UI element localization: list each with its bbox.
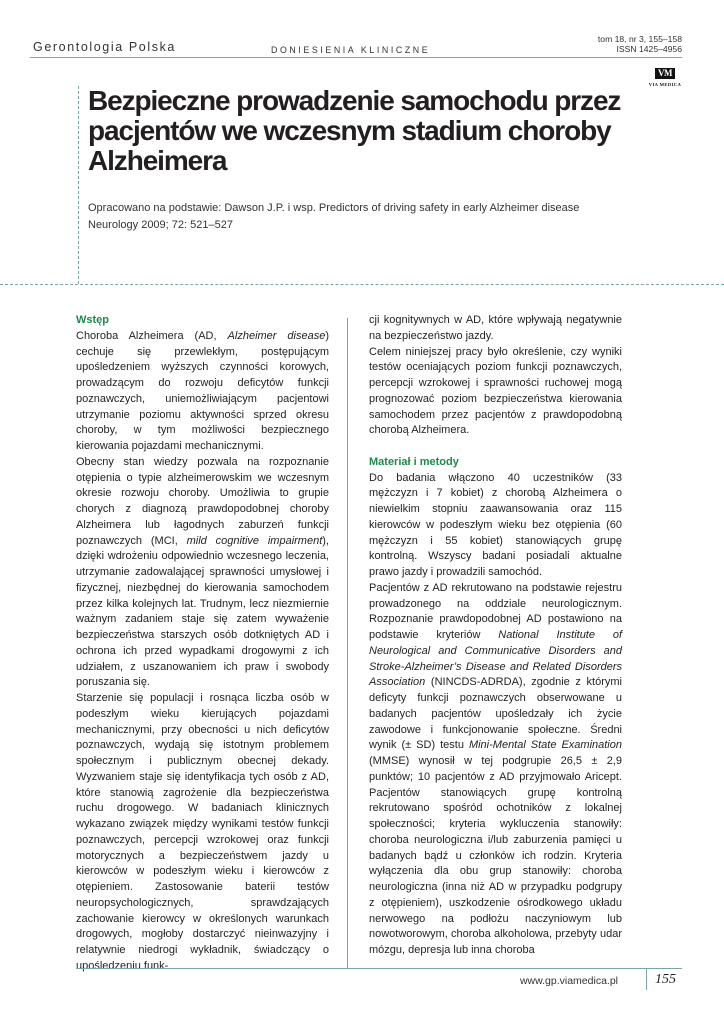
footer-separator bbox=[646, 968, 647, 990]
text-run: ), dzięki wdrożeniu odpowiednio wczesnego leczenia, utrzymanie zadowalającej sprawności umysłowej i fizycznej, niezbędnej do kierowania samochodem przez kilka kolejnych lat. Trudnym, lecz niezmiernie ważnym zadaniem staje się zatem wyważenie bezpieczeństwa starszych osób dotkniętych AD i ochrona ich przed wypadkami drogowymi z ich udziałem, z uszanowaniem ich praw i swobody poruszania się. bbox=[76, 534, 329, 689]
journal-name: Gerontologia Polska bbox=[33, 40, 176, 54]
volume-info bbox=[598, 34, 682, 54]
text-run: Choroba Alzheimera (AD, bbox=[76, 329, 228, 342]
column-divider bbox=[347, 318, 348, 968]
left-column bbox=[76, 313, 329, 975]
publisher-logo bbox=[643, 63, 687, 87]
text-run: (MMSE) wynosił w tej podgrupie 26,5 ± 2,9 punktów; 10 pacjentów z AD przyjmowało Aricept. Pacjentów stanowiących grupę kontrolną rekrutowano spośród ochotników z lokalnej społeczności; kryteria wykluczenia stanowiły: choroba neurologiczna i/lub zaburzenia pamięci u badanych bądź u członków ich rodzin. Kryteria wyłączenia dla obu grup stanowiły: choroba neurologiczna (inna niż AD w przypadku podgrupy z otępieniem), uszkodzenie ośrodkowego układu nerwowego na podłożu naczyniowym lub nowotworowym, choroba alkoholowa, przebyty udar mózgu, depresja lub inna choroba bbox=[369, 755, 622, 956]
italic-term: Alzheimer disease bbox=[227, 329, 326, 342]
paragraph: Starzenie się populacji i rosnąca liczba osób w podeszłym wieku kierujących pojazdami mechanicznymi, przy obecności u nich deficytów poznawczych, wydają się istotnym problemem społecznym i publicznym obecnej dekady. Wyzwaniem staje się identyfikacja tych osób z AD, które stanowią zagrożenie dla bezpieczeństwa ruchu drogowego. W badaniach klinicznych wykazano związek między wynikami testów funkcji poznawczych, percepcji wzrokowej oraz funkcji motorycznych a bezpieczeństwem jazdy u kierowców w podeszłym wieku i kierowców z otępieniem. Zastosowanie baterii testów neuropsychologicznych, sprawdzających zachowanie kierowcy w określonych warunkach drogowych, mogłoby dostarczyć nieinwazyjny i relatywnie niedrogi wykładnik, świadczący o upośledzeniu funk- bbox=[76, 692, 329, 972]
paragraph bbox=[76, 455, 329, 691]
source-line-2: Neurology 2009; 72: 521–527 bbox=[88, 219, 233, 231]
text-run: Obecny stan wiedzy pozwala na rozpoznanie otępienia o typie alzheimerowskim we wczesnym okresie rozwoju choroby. Umożliwia to grupie chorych z diagnozą prawdopodobnej choroby Alzheimera lub łagodnych zaburzeń funkcji poznawczych (MCI, bbox=[76, 455, 329, 547]
text-run: (NINCDS-ADRDA), zgodnie z którymi deficyty funkcji poznawczych obserwowane u badanych pacjentów upośledzały ich życie zawodowe i funkcjonowanie społeczne. Średni wynik (± SD) testu bbox=[369, 676, 622, 752]
title-dashed-rule bbox=[78, 86, 79, 284]
volume-issue: tom 18, nr 3, 155–158 bbox=[597, 34, 682, 44]
italic-term: Mini-Mental State Examination bbox=[468, 739, 622, 752]
issn: ISSN 1425–4956 bbox=[616, 44, 682, 54]
text-run: Pacjentów z AD rekrutowano na podstawie rejestru prowadzonego na oddziale neurologicznym. Rozpoznanie prawdopodobnej AD postawiono na podstawie kryteriów bbox=[369, 581, 622, 641]
paragraph bbox=[369, 581, 622, 959]
footer-divider bbox=[76, 968, 682, 969]
header-dashed-divider bbox=[0, 284, 724, 285]
section-heading-introduction: Wstęp bbox=[76, 314, 109, 326]
footer-url: www.gp.viamedica.pl bbox=[519, 975, 618, 987]
section-heading-methods: Materiał i metody bbox=[369, 455, 459, 468]
section-label: DONIESIENIA KLINICZNE bbox=[271, 45, 431, 55]
page-number: 155 bbox=[655, 972, 676, 987]
source-citation bbox=[88, 200, 648, 234]
paragraph bbox=[76, 329, 329, 455]
publisher-logo-mark: VM bbox=[655, 68, 675, 79]
paragraph: Celem niniejszej pracy było określenie, czy wyniki testów oceniających poziom funkcji poznawczych, percepcji wzrokowej i sprawności ruchowej mogą prognozować poziom bezpieczeństwa kierowania samochodem przez pacjentów z prawdopodobną chorobą Alzheimera. bbox=[369, 345, 622, 437]
italic-term: National Institute of Neurological and Communicative Disorders and Stroke-Alzheimer’s Disease and Related Disorders Association bbox=[369, 629, 623, 689]
right-column bbox=[369, 313, 622, 959]
italic-term: mild cognitive impairment bbox=[186, 534, 323, 547]
text-run: ) cechuje się przewlekłym, postępującym upośledzeniem wyższych czynności korowych, prowadzącym do rozwoju deficytów funkcji poznawczych, uniemożliwiającym pacjentowi utrzymanie poziomu aktywności sprzed okresu choroby, w tym możliwości bezpiecznego kierowania pojazdami mechanicznymi. bbox=[76, 329, 330, 452]
article-title: Bezpieczne prowadzenie samochodu przez pacjentów we wczesnym stadium choroby Alzheimera bbox=[88, 85, 621, 176]
paragraph: Do badania włączono 40 uczestników (33 mężczyzn i 7 kobiet) z chorobą Alzheimera o niewielkim stopniu zaawansowania oraz 115 kierowców w podeszłym wieku bez otępienia (60 mężczyzn i 55 kobiet) stanowiących grupę kontrolną. Wszyscy badani posiadali aktualne prawo jazdy i prowadzili samochód. bbox=[369, 471, 622, 578]
header-divider bbox=[30, 57, 682, 58]
paragraph: cji kognitywnych w AD, które wpływają negatywnie na bezpieczeństwo jazdy. bbox=[369, 314, 622, 342]
publisher-logo-name: VIA MEDICA bbox=[648, 82, 682, 87]
source-line-1: Opracowano na podstawie: Dawson J.P. i wsp. Predictors of driving safety in early Alzheimer disease bbox=[88, 202, 580, 214]
